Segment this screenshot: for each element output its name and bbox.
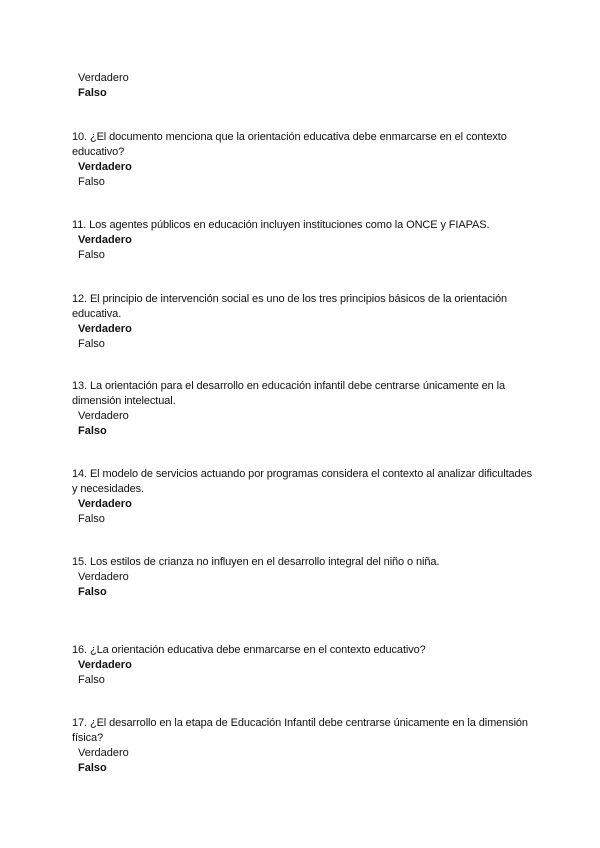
option-falso[interactable]: Falso <box>78 86 107 99</box>
question-text: 12. El principio de intervención social es uno de los tres principios básicos de la orientación educativa. <box>72 293 508 320</box>
option-falso[interactable]: Falso <box>78 512 105 525</box>
question-text: 13. La orientación para el desarrollo en educación infantil debe centrarse únicamente en la dimensión intelectual. <box>72 380 506 407</box>
option-verdadero[interactable]: Verdadero <box>78 659 132 671</box>
question-text: 14. El modelo de servicios actuando por programas considera el contexto al analizar dificultades y necesidades. <box>72 468 532 495</box>
option-verdadero[interactable]: Verdadero <box>78 161 132 173</box>
question-13 <box>72 379 532 438</box>
option-verdadero[interactable]: Verdadero <box>78 234 132 246</box>
question-16 <box>72 643 532 687</box>
question-text: 15. Los estilos de crianza no influyen en el desarrollo integral del niño o niña. <box>72 556 440 568</box>
option-verdadero[interactable]: Verdadero <box>78 571 129 583</box>
option-falso[interactable]: Falso <box>78 673 105 686</box>
question-17 <box>72 716 532 775</box>
previous-question-options <box>72 71 532 100</box>
question-14 <box>72 467 532 526</box>
question-text: 16. ¿La orientación educativa debe enmarcarse en el contexto educativo? <box>72 644 426 656</box>
option-falso[interactable]: Falso <box>78 175 105 188</box>
option-verdadero[interactable]: Verdadero <box>78 747 129 759</box>
option-verdadero[interactable]: Verdadero <box>78 410 129 422</box>
question-text: 10. ¿El documento menciona que la orientación educativa debe enmarcarse en el contexto educativo? <box>72 131 507 158</box>
option-verdadero[interactable]: Verdadero <box>78 323 132 335</box>
option-falso[interactable]: Falso <box>78 585 107 598</box>
option-falso[interactable]: Falso <box>78 761 107 774</box>
question-15 <box>72 555 532 599</box>
option-verdadero[interactable]: Verdadero <box>78 498 132 510</box>
option-falso[interactable]: Falso <box>78 424 107 437</box>
question-text: 11. Los agentes públicos en educación incluyen instituciones como la ONCE y FIAPAS. <box>72 219 490 231</box>
question-10 <box>72 130 532 189</box>
question-text: 17. ¿El desarrollo en la etapa de Educación Infantil debe centrarse únicamente en la dimensión física? <box>72 717 528 744</box>
question-11 <box>72 218 532 262</box>
question-12 <box>72 292 532 351</box>
option-falso[interactable]: Falso <box>78 248 105 261</box>
option-falso[interactable]: Falso <box>78 337 105 350</box>
option-verdadero[interactable]: Verdadero <box>78 72 129 84</box>
